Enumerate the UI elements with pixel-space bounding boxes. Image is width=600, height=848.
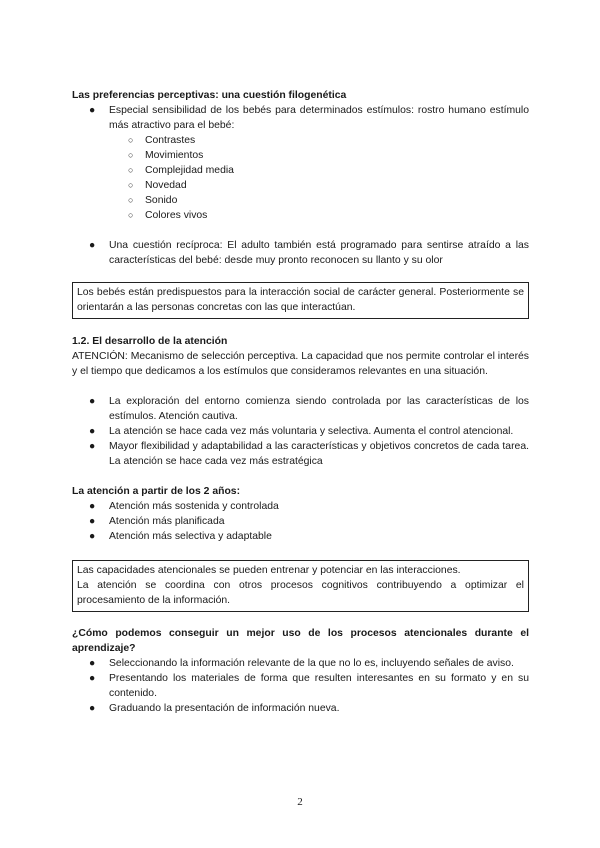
note-text-line1: Las capacidades atencionales se pueden entrenar y potenciar en las interacciones. [77,565,461,576]
sub-list-item [72,133,529,148]
sub-list-item [72,148,529,163]
sub-list-item [72,178,529,193]
bullet-list-aprendizaje [72,656,529,716]
section-heading-preferencias: Las preferencias perceptivas: una cuestión filogenética [72,90,347,101]
list-item [72,238,529,268]
bullet-icon: ● [89,240,96,251]
list-item [72,394,529,424]
sub-list-item [72,163,529,178]
section-heading-atencion: 1.2. El desarrollo de la atención [72,336,228,347]
bullet-icon: ● [89,441,96,452]
list-item [72,424,529,439]
note-text-line2: La atención se coordina con otros procesos cognitivos contribuyendo a optimizar el procesamiento de la información. [77,580,524,606]
list-item [72,701,529,716]
page-content [72,88,529,716]
definition-paragraph: ATENCIÓN: Mecanismo de selección perceptiva. La capacidad que nos permite controlar el interés y el tiempo que dedicamos a los estímulos que consideramos relevantes en una situación. [72,351,529,377]
bullet-list-preferencias [72,103,529,133]
list-item-text: Especial sensibilidad de los bebés para determinados estímulos: rostro humano estímulo más atractivo para el bebé: [109,105,529,131]
bullet-icon: ● [89,531,96,542]
note-text: Los bebés están predispuestos para la interacción social de carácter general. Posteriormente se orientarán a las personas concretas con las que interactúan. [77,287,524,313]
section-heading-pregunta: ¿Cómo podemos conseguir un mejor uso de los procesos atencionales durante el aprendizaje? [72,628,529,654]
sub-list-item-text: Movimientos [145,150,204,161]
bullet-list-desarrollo [72,394,529,469]
bullet-icon: ● [89,105,96,116]
sub-list-item-text: Contrastes [145,135,196,146]
list-item [72,103,529,133]
list-item-text: La atención se hace cada vez más voluntaria y selectiva. Aumenta el control atencional. [109,426,514,437]
sub-list-item-text: Novedad [145,180,187,191]
list-item-text: Presentando los materiales de forma que resulten interesantes en su formato y en su contenido. [109,673,529,699]
list-item-text: La exploración del entorno comienza siendo controlada por las características de los estímulos. Atención cautiva. [109,396,529,422]
list-item-text: Seleccionando la información relevante de la que no lo es, incluyendo señales de aviso. [109,658,514,669]
bullet-list-reciproca [72,238,529,268]
list-item-text: Una cuestión recíproca: El adulto también está programado para sentirse atraído a las características del bebé: desde muy pronto reconocen su llanto y su olor [109,240,529,266]
bullet-icon: ● [89,673,96,684]
list-item [72,529,529,544]
page-number: 2 [297,796,303,808]
circle-bullet-icon: ○ [128,180,134,190]
circle-bullet-icon: ○ [128,150,134,160]
note-box-interaccion [72,282,529,319]
section-heading-dos-anos: La atención a partir de los 2 años: [72,486,241,497]
list-item [72,514,529,529]
sub-list-item-text: Complejidad media [145,165,234,176]
bullet-icon: ● [89,501,96,512]
bullet-icon: ● [89,516,96,527]
list-item [72,499,529,514]
bullet-list-dos-anos [72,499,529,544]
sub-list-item [72,208,529,223]
sub-list-estimulos [72,133,529,223]
bullet-icon: ● [89,396,96,407]
list-item-text: Atención más planificada [109,516,225,527]
list-item-text: Graduando la presentación de información nueva. [109,703,340,714]
bullet-icon: ● [89,426,96,437]
circle-bullet-icon: ○ [128,195,134,205]
list-item-text: Mayor flexibilidad y adaptabilidad a las características y objetivos concretos de cada tarea. La atención se hace cada vez más estratégica [109,441,529,467]
circle-bullet-icon: ○ [128,135,134,145]
sub-list-item-text: Colores vivos [145,210,208,221]
list-item [72,439,529,469]
sub-list-item [72,193,529,208]
sub-list-item-text: Sonido [145,195,178,206]
circle-bullet-icon: ○ [128,210,134,220]
list-item [72,671,529,701]
list-item-text: Atención más sostenida y controlada [109,501,279,512]
list-item-text: Atención más selectiva y adaptable [109,531,272,542]
bullet-icon: ● [89,703,96,714]
list-item [72,656,529,671]
circle-bullet-icon: ○ [128,165,134,175]
bullet-icon: ● [89,658,96,669]
note-box-capacidades [72,560,529,612]
